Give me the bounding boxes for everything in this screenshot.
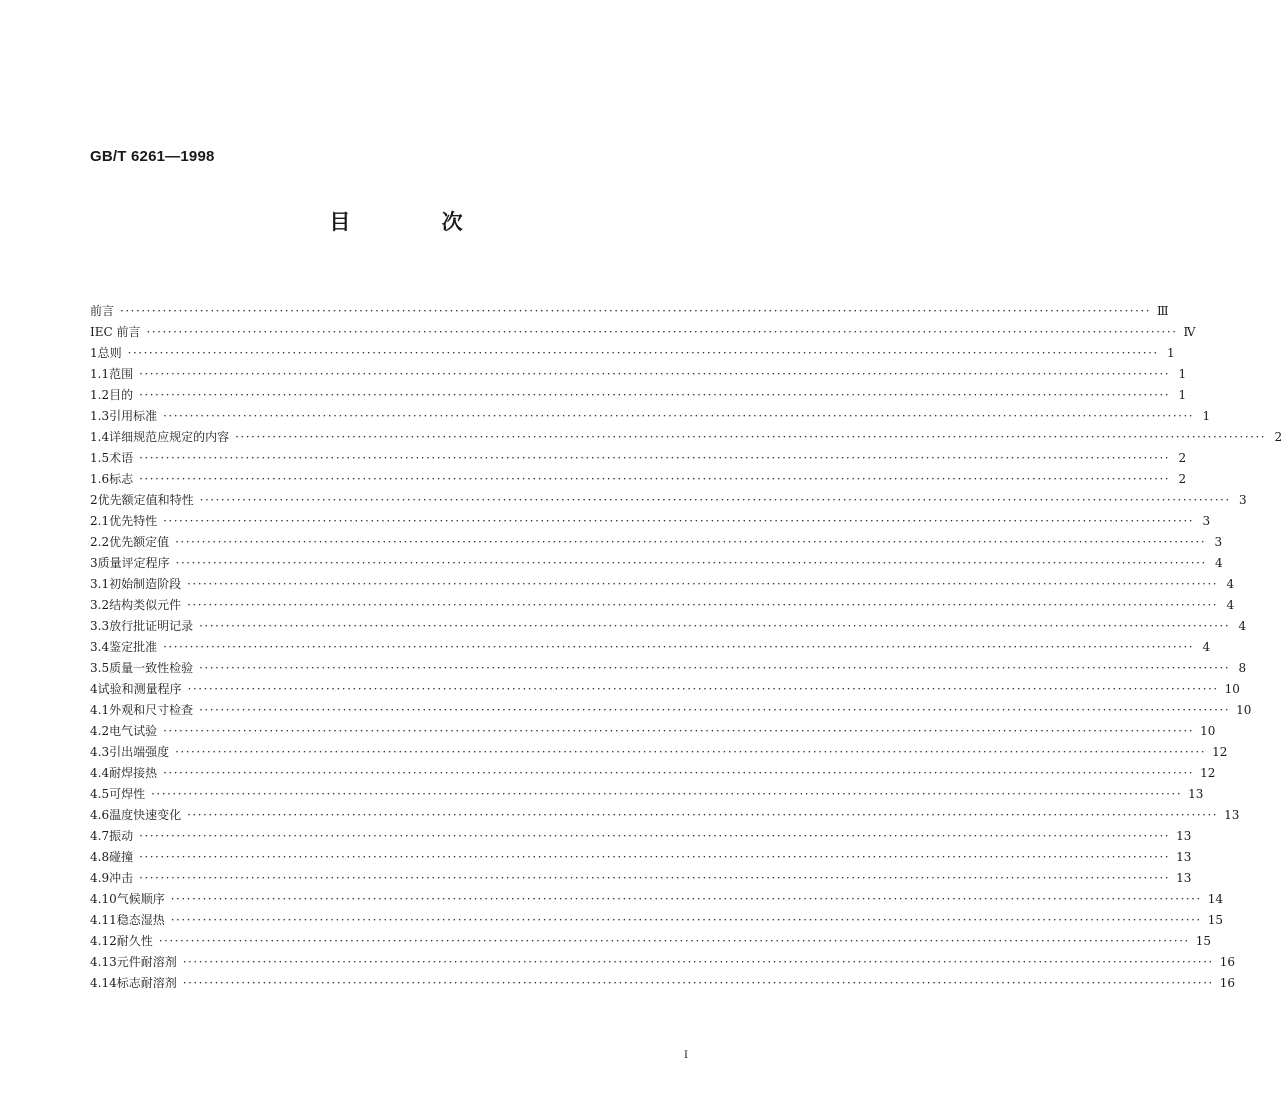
toc-entry-number: 2.2 [90, 535, 110, 549]
toc-entry-number: 3.3 [90, 619, 110, 633]
toc-dot-leader [235, 427, 1266, 448]
toc-entry[interactable] [90, 931, 1212, 952]
toc-entry[interactable] [90, 952, 1236, 973]
toc-entry[interactable] [90, 763, 1216, 784]
toc-entry-title: 标志 [109, 472, 134, 486]
toc-entry-page: 13 [1176, 871, 1192, 885]
toc-entry-title: 温度快速变化 [109, 808, 182, 822]
toc-dot-leader [183, 973, 1214, 994]
toc-entry-number: 4.5 [90, 787, 110, 801]
toc-entry-number: 4.3 [90, 745, 110, 759]
toc-entry-title: 电气试验 [109, 724, 158, 738]
toc-entry-page: Ⅲ [1157, 304, 1169, 318]
toc-entry-number: 2 [90, 493, 98, 507]
toc-dot-leader [199, 616, 1230, 637]
toc-entry-page: 2 [1178, 472, 1187, 486]
toc-entry-title: 引用标准 [109, 409, 158, 423]
toc-entry[interactable] [90, 679, 1240, 700]
toc-dot-leader [176, 553, 1207, 574]
toc-dot-leader [163, 721, 1194, 742]
toc-entry-number: 3.1 [90, 577, 110, 591]
toc-entry[interactable] [90, 637, 1211, 658]
toc-entry-title: 耐久性 [116, 934, 153, 948]
toc-dot-leader [147, 322, 1178, 343]
toc-entry-title: 结构类似元件 [109, 598, 182, 612]
toc-entry[interactable] [90, 364, 1187, 385]
toc-entry-page: 4 [1215, 556, 1223, 570]
toc-dot-leader [187, 595, 1218, 616]
toc-entry-number: 3.2 [90, 598, 110, 612]
toc-entry-page: 10 [1236, 703, 1252, 717]
toc-entry-number: 3.4 [90, 640, 110, 654]
toc-entry[interactable] [90, 910, 1224, 931]
toc-entry-title: 冲击 [109, 871, 134, 885]
toc-entry-title: 外观和尺寸检查 [109, 703, 194, 717]
toc-dot-leader [139, 868, 1170, 889]
toc-dot-leader [163, 406, 1194, 427]
toc-entry[interactable] [90, 301, 1169, 322]
toc-entry-number: 1.1 [90, 367, 110, 381]
toc-dot-leader [128, 343, 1159, 364]
toc-entry-title: 可焊性 [109, 787, 146, 801]
toc-entry-number: 4.11 [90, 913, 117, 927]
toc-entry-page: 8 [1238, 661, 1247, 675]
toc-dot-leader [151, 784, 1182, 805]
toc-entry-title: 前言 [90, 304, 115, 318]
toc-entry-title: 振动 [109, 829, 134, 843]
toc-entry-number: 1 [90, 346, 98, 360]
toc-dot-leader [187, 574, 1218, 595]
toc-entry[interactable] [90, 490, 1247, 511]
toc-entry-number: 4.9 [90, 871, 110, 885]
toc-dot-leader [139, 385, 1170, 406]
toc-entry-page: 2 [1178, 451, 1187, 465]
toc-entry-page: 1 [1178, 367, 1187, 381]
toc-entry-number: 3 [90, 556, 98, 570]
toc-entry-title: 质量一致性检验 [109, 661, 194, 675]
toc-dot-leader [187, 805, 1218, 826]
toc-entry[interactable] [90, 700, 1252, 721]
toc-entry-page: 14 [1207, 892, 1224, 906]
toc-entry-title: 范围 [109, 367, 134, 381]
toc-entry-page: 13 [1188, 787, 1204, 801]
toc-entry[interactable] [90, 826, 1192, 847]
toc-entry-page: 10 [1200, 724, 1216, 738]
toc-entry[interactable] [90, 406, 1211, 427]
toc-entry-page: 13 [1176, 829, 1192, 843]
toc-entry-number: 1.6 [90, 472, 110, 486]
toc-entry-title: 优先额定值和特性 [97, 493, 194, 507]
toc-entry-title: 放行批证明记录 [109, 619, 194, 633]
toc-entry[interactable] [90, 343, 1175, 364]
toc-entry-number: 4.13 [90, 955, 117, 969]
toc-entry[interactable] [90, 511, 1211, 532]
toc-entry[interactable] [90, 427, 1282, 448]
toc-dot-leader [139, 826, 1170, 847]
toc-entry[interactable] [90, 847, 1192, 868]
toc-entry-page: 4 [1226, 598, 1235, 612]
toc-entry-title: 质量评定程序 [97, 556, 170, 570]
toc-entry-title: 标志耐溶剂 [116, 976, 177, 990]
page-number: I [684, 1050, 688, 1061]
toc-entry-number: 2.1 [90, 514, 110, 528]
toc-dot-leader [120, 301, 1151, 322]
toc-entry-page: 12 [1200, 766, 1216, 780]
toc-entry-page: 3 [1214, 535, 1223, 549]
toc-entry[interactable] [90, 784, 1204, 805]
toc-entry-number: 4.6 [90, 808, 110, 822]
toc-dot-leader [199, 658, 1230, 679]
toc-entry-title: 试验和测量程序 [97, 682, 182, 696]
toc-entry-page: 10 [1224, 682, 1240, 696]
toc-entry-page: 16 [1219, 976, 1236, 990]
toc-entry-page: 15 [1207, 913, 1224, 927]
table-of-contents [90, 301, 1282, 994]
toc-entry[interactable] [90, 889, 1224, 910]
toc-entry-page: 4 [1238, 619, 1247, 633]
toc-entry-page: 1 [1178, 388, 1187, 402]
toc-entry[interactable] [90, 469, 1187, 490]
toc-entry-page: 15 [1195, 934, 1212, 948]
toc-entry-page: 1 [1167, 346, 1175, 360]
toc-entry-title: 术语 [109, 451, 134, 465]
standard-code: GB/T 6261—1998 [90, 148, 215, 165]
toc-entry-title: 耐焊接热 [109, 766, 158, 780]
toc-entry-number: 4.2 [90, 724, 110, 738]
toc-entry-page: 2 [1274, 430, 1282, 444]
toc-dot-leader [139, 847, 1170, 868]
toc-entry-number: 4.10 [90, 892, 117, 906]
toc-entry-number: 1.4 [90, 430, 110, 444]
toc-entry-page: 12 [1212, 745, 1228, 759]
toc-entry-number: 4.8 [90, 850, 110, 864]
toc-entry-page: 3 [1202, 514, 1211, 528]
toc-entry-title: IEC 前言 [90, 325, 141, 339]
toc-entry-number: 1.2 [90, 388, 110, 402]
toc-entry[interactable] [90, 742, 1228, 763]
toc-entry[interactable] [90, 805, 1240, 826]
toc-entry[interactable] [90, 553, 1223, 574]
toc-entry-number: 4.4 [90, 766, 110, 780]
toc-entry[interactable] [90, 973, 1236, 994]
toc-entry-number: 4.7 [90, 829, 110, 843]
toc-dot-leader [163, 637, 1194, 658]
toc-entry[interactable] [90, 658, 1247, 679]
toc-entry-number: 4.14 [90, 976, 117, 990]
toc-dot-leader [188, 679, 1219, 700]
toc-dot-leader [139, 364, 1170, 385]
toc-entry-page: 4 [1202, 640, 1211, 654]
toc-dot-leader [171, 889, 1202, 910]
toc-entry-page: 13 [1176, 850, 1192, 864]
toc-entry[interactable] [90, 868, 1192, 889]
toc-entry-page: 16 [1219, 955, 1236, 969]
toc-entry-page: 4 [1226, 577, 1235, 591]
toc-entry[interactable] [90, 721, 1216, 742]
toc-dot-leader [139, 469, 1170, 490]
toc-entry-title: 优先特性 [109, 514, 158, 528]
toc-entry-number: 4 [90, 682, 98, 696]
toc-entry-title: 优先额定值 [109, 535, 170, 549]
toc-entry[interactable] [90, 595, 1235, 616]
toc-entry-title: 详细规范应规定的内容 [109, 430, 230, 444]
toc-dot-leader [159, 931, 1190, 952]
toc-entry-title: 气候顺序 [116, 892, 165, 906]
toc-entry-title: 稳态湿热 [116, 913, 165, 927]
page-title: 目 次 [329, 209, 505, 234]
toc-entry-page: 13 [1224, 808, 1240, 822]
toc-entry-page: Ⅳ [1183, 325, 1196, 339]
toc-entry[interactable] [90, 532, 1223, 553]
toc-entry-number: 1.5 [90, 451, 110, 465]
toc-entry-title: 总则 [97, 346, 122, 360]
toc-entry-title: 鉴定批准 [109, 640, 158, 654]
toc-entry-number: 3.5 [90, 661, 110, 675]
toc-entry-number: 4.1 [90, 703, 110, 717]
toc-dot-leader [200, 490, 1231, 511]
toc-entry-page: 1 [1202, 409, 1211, 423]
toc-dot-leader [139, 448, 1170, 469]
toc-entry[interactable] [90, 385, 1187, 406]
toc-entry-title: 引出端强度 [109, 745, 170, 759]
toc-entry-title: 碰撞 [109, 850, 134, 864]
toc-entry-title: 目的 [109, 388, 134, 402]
toc-entry[interactable] [90, 322, 1196, 343]
toc-entry-number: 4.12 [90, 934, 117, 948]
toc-entry-title: 元件耐溶剂 [116, 955, 177, 969]
toc-entry-title: 初始制造阶段 [109, 577, 182, 591]
toc-entry[interactable] [90, 448, 1187, 469]
toc-dot-leader [163, 763, 1194, 784]
toc-entry-page: 3 [1239, 493, 1247, 507]
toc-entry[interactable] [90, 574, 1235, 595]
toc-entry-number: 1.3 [90, 409, 110, 423]
toc-dot-leader [163, 511, 1194, 532]
toc-dot-leader [171, 910, 1202, 931]
toc-dot-leader [175, 742, 1206, 763]
toc-dot-leader [199, 700, 1230, 721]
toc-dot-leader [183, 952, 1214, 973]
toc-entry[interactable] [90, 616, 1247, 637]
toc-dot-leader [175, 532, 1206, 553]
